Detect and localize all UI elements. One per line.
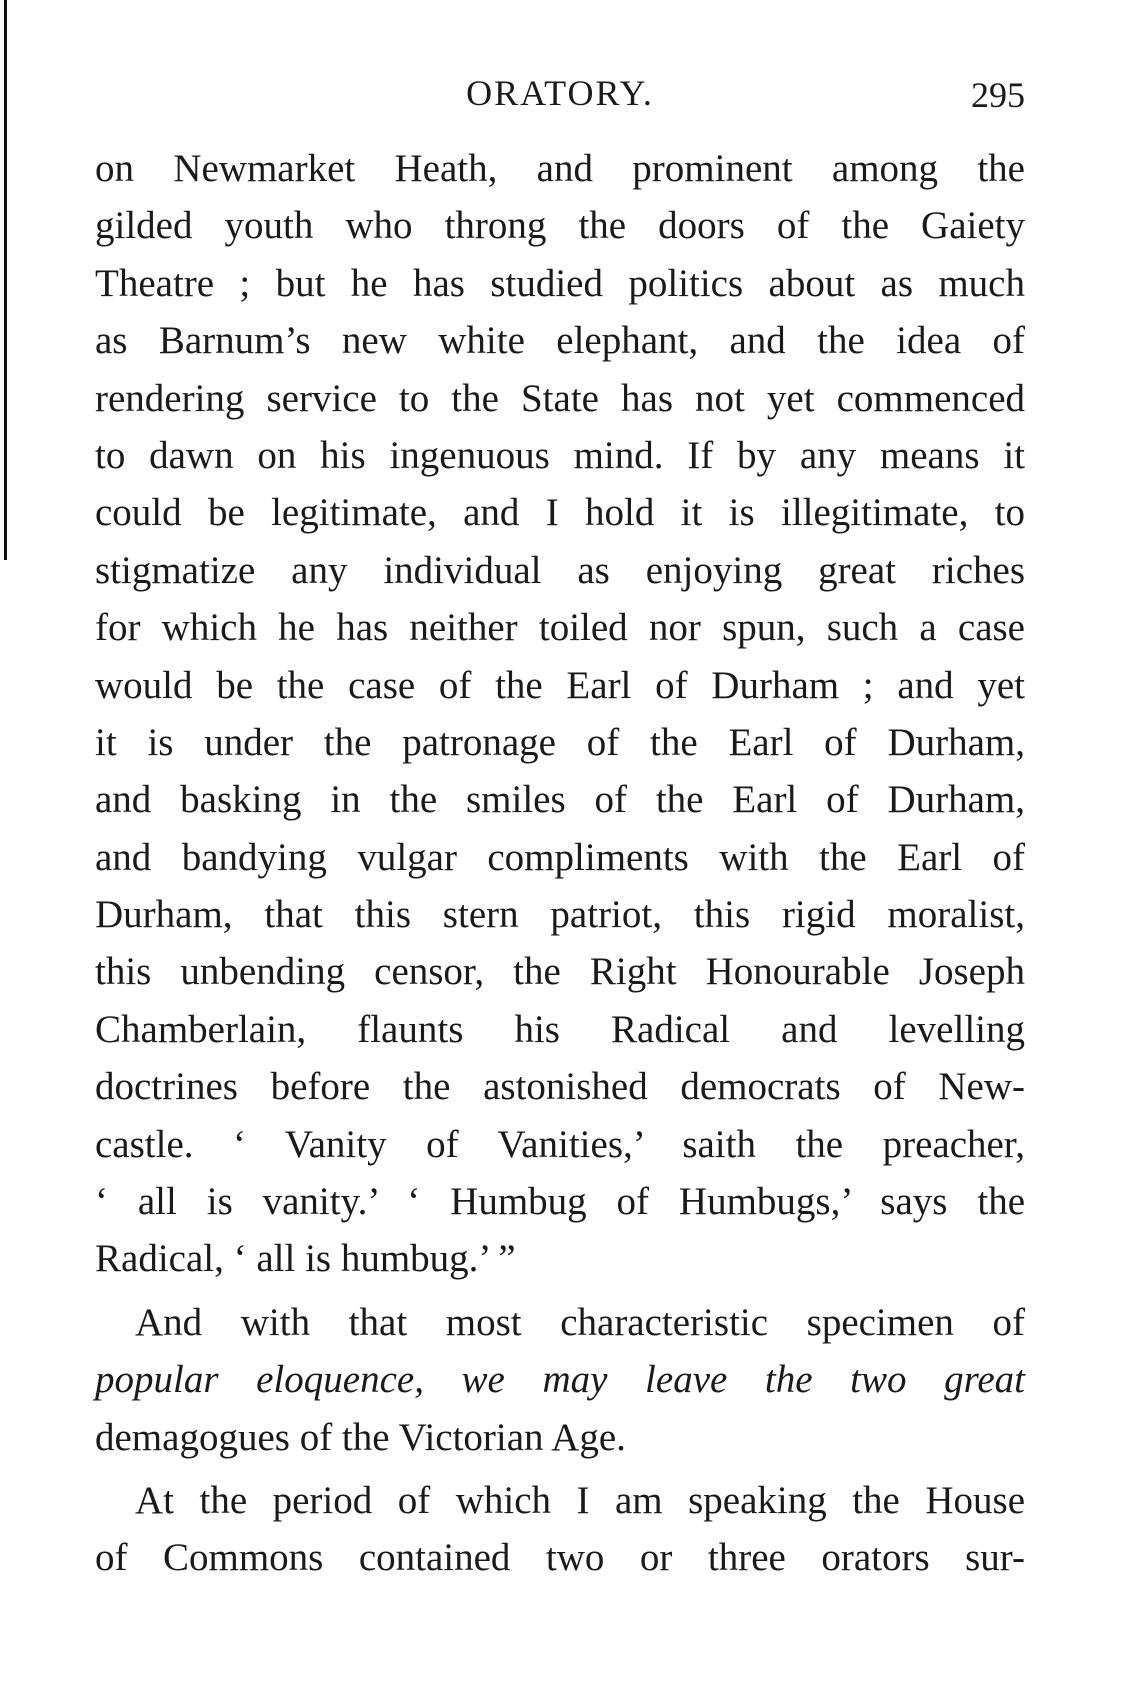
text-line: it is under the patronage of the Earl of Durham, xyxy=(95,720,1025,764)
running-title: ORATORY. xyxy=(466,73,654,113)
text-line: and bandying vulgar compliments with the Earl of xyxy=(95,835,1025,879)
text-line: gilded youth who throng the doors of the Gaiety xyxy=(95,204,1025,248)
text-line: demagogues of the Victorian Age. xyxy=(95,1415,626,1459)
text-line: for which he has neither toiled nor spun, such a case xyxy=(95,606,1025,650)
text-line: Theatre ; but he has studied politics about as much xyxy=(95,261,1025,305)
text-line: of Commons contained two or three orators sur- xyxy=(95,1536,1025,1580)
text-line: stigmatize any individual as enjoying great riches xyxy=(95,548,1025,592)
paragraph-eloquence xyxy=(95,1294,1025,1466)
text-line: At the period of which I am speaking the House xyxy=(135,1478,1025,1522)
text-line: ‘ all is vanity.’ ‘ Humbug of Humbugs,’ says the xyxy=(95,1180,1025,1224)
text-line: to dawn on his ingenuous mind. If by any means it xyxy=(95,433,1025,477)
text-line: And with that most characteristic specimen of xyxy=(135,1300,1025,1344)
text-line: castle. ‘ Vanity of Vanities,’ saith the preacher, xyxy=(95,1122,1025,1166)
text-line: would be the case of the Earl of Durham ; and yet xyxy=(95,663,1025,707)
text-line: on Newmarket Heath, and prominent among the xyxy=(95,147,1025,190)
text-line: as Barnum’s new white elephant, and the idea of xyxy=(95,319,1025,363)
running-head xyxy=(95,72,1025,132)
text-line: Chamberlain, flaunts his Radical and levelling xyxy=(95,1007,1025,1051)
paragraph-house-of-commons xyxy=(95,1472,1025,1587)
text-line: this unbending censor, the Right Honourable Joseph xyxy=(95,950,1025,994)
text-line: Durham, that this stern patriot, this rigid moralist, xyxy=(95,893,1025,937)
text-line: Radical, ‘ all is humbug.’ ” xyxy=(95,1237,516,1281)
text-line: doctrines before the astonished democrats of New- xyxy=(95,1065,1025,1109)
text-line: popular eloquence, we may leave the two great xyxy=(95,1358,1025,1402)
text-line: and basking in the smiles of the Earl of Durham, xyxy=(95,778,1025,822)
page-number: 295 xyxy=(971,75,1025,115)
page-edge-rule xyxy=(4,0,7,560)
paragraph-continuation xyxy=(95,140,1025,1288)
text-line: could be legitimate, and I hold it is illegitimate, to xyxy=(95,491,1025,535)
text-line: rendering service to the State has not yet commenced xyxy=(95,376,1025,420)
body-text xyxy=(95,140,1025,1593)
